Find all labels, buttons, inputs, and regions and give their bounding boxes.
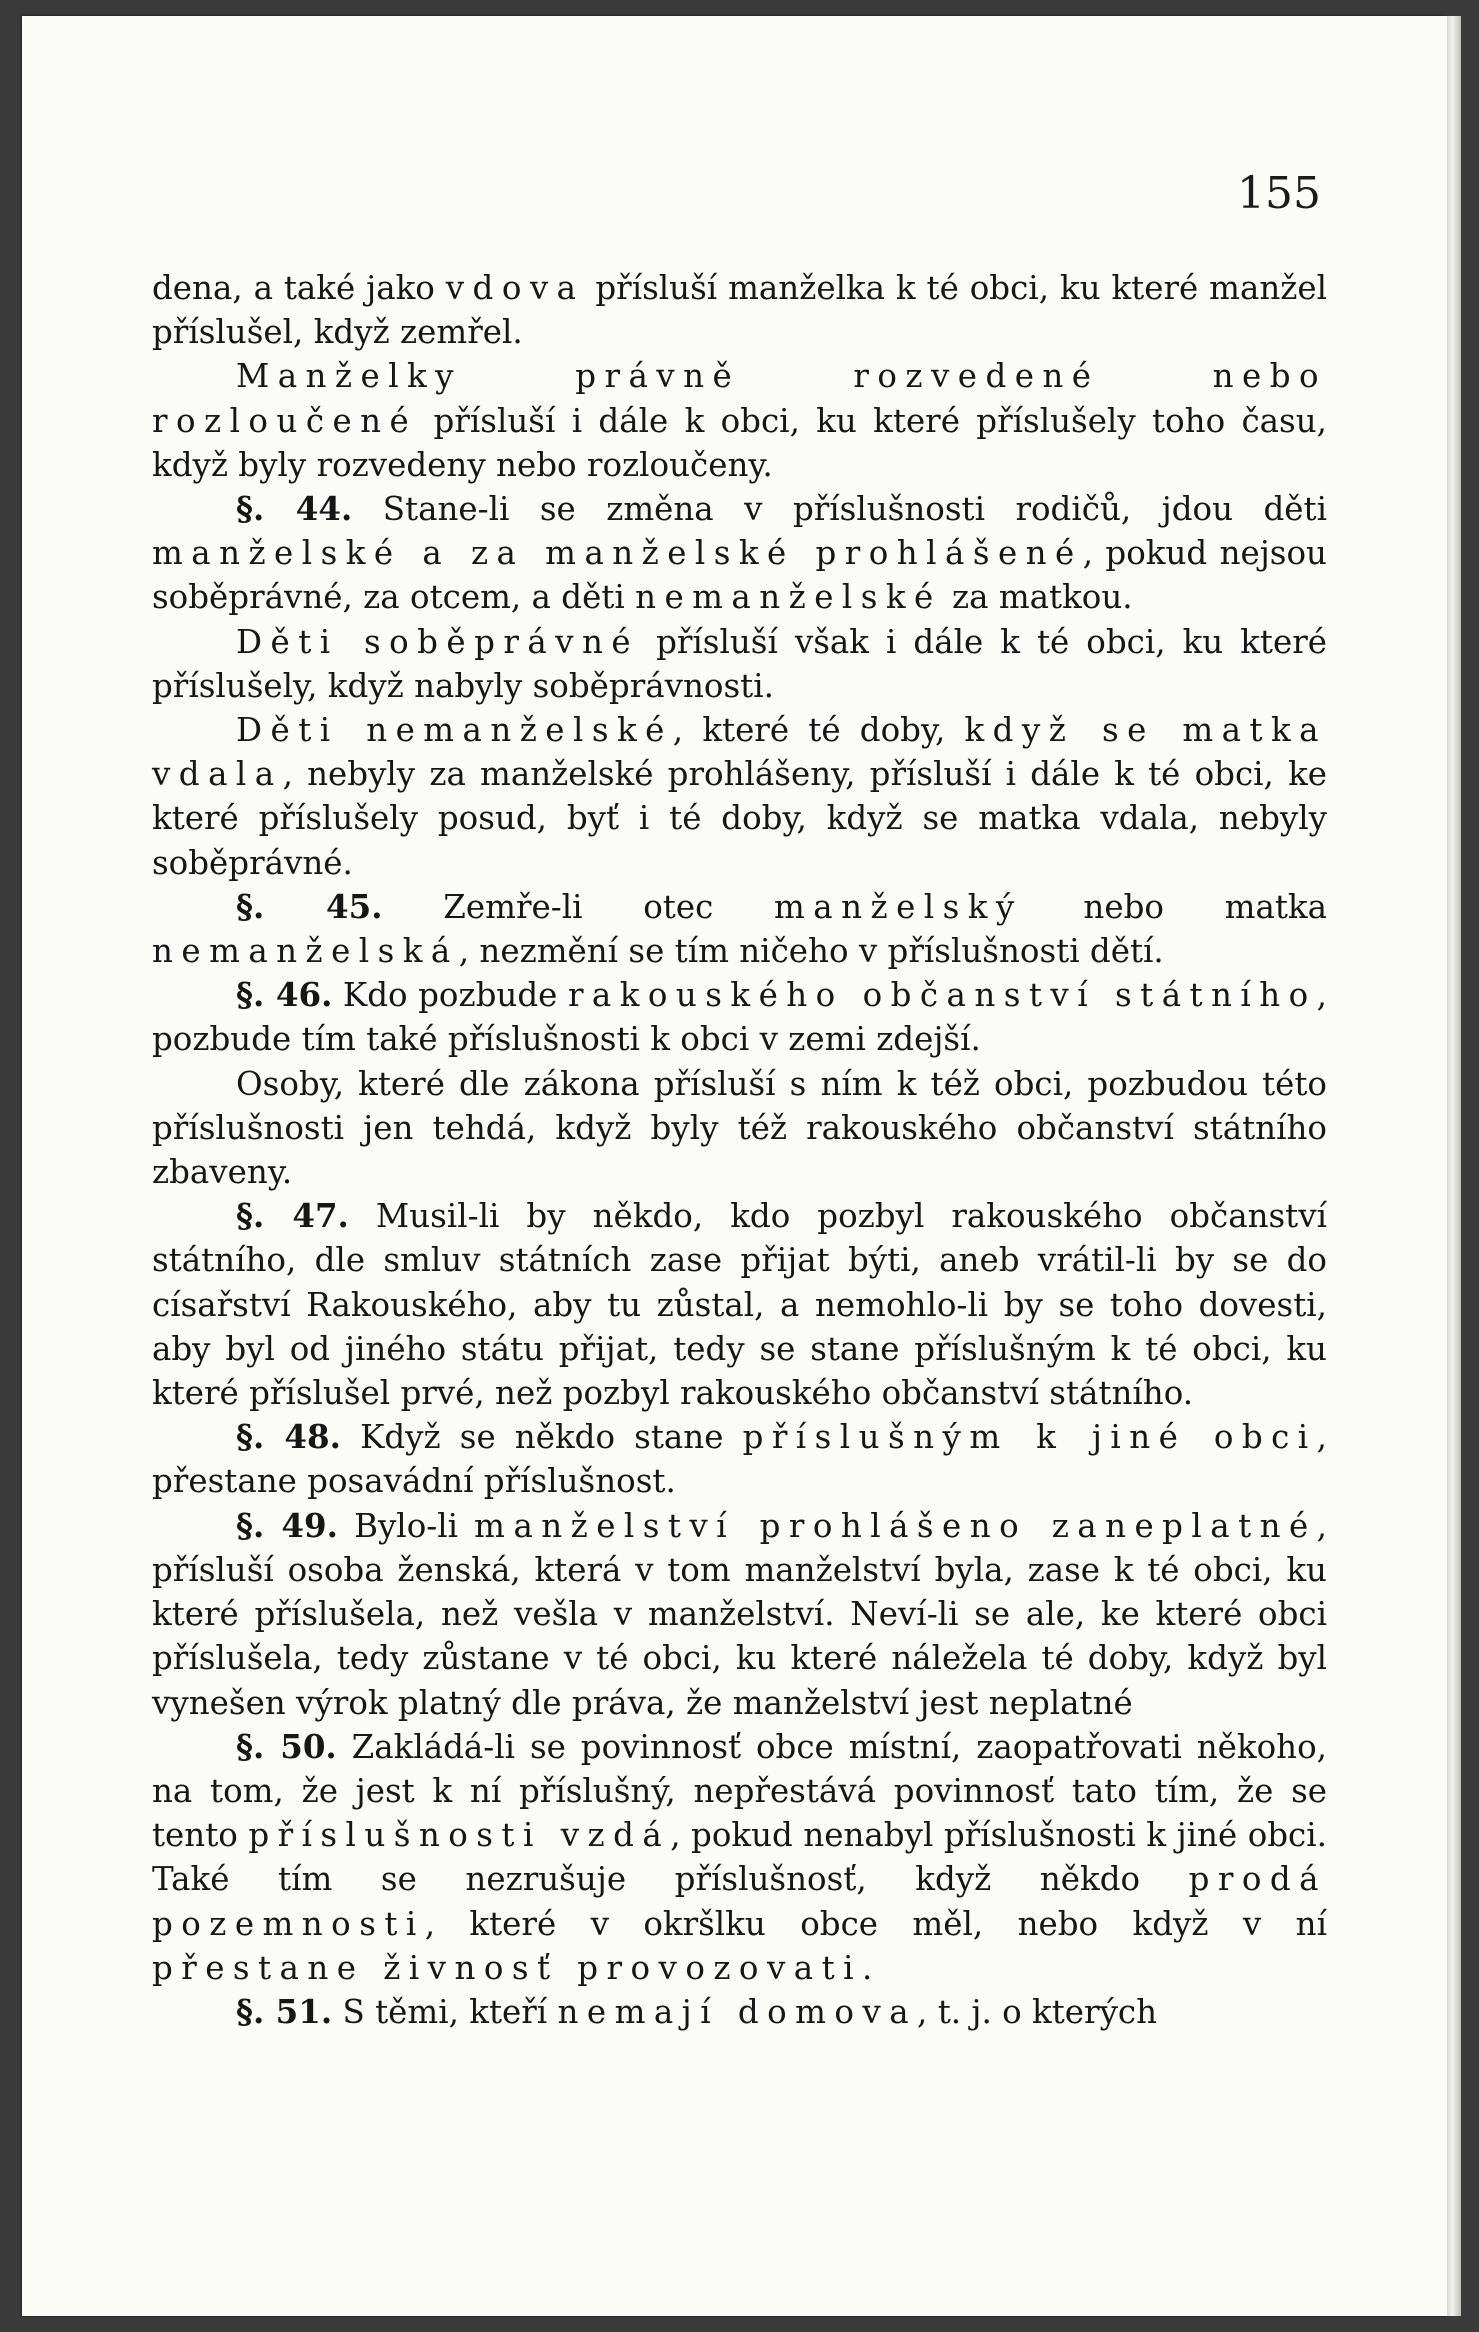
text-run: Zakládá-li se povinnosť obce místní, zaopatřovati někoho, na tom, že jest k ní příslušný, nepřestává povinnosť tato tím, že se tento: [152, 1727, 1327, 1855]
text-run: , přestane posavádní příslušnost.: [152, 1418, 1327, 1501]
paragraph: [152, 487, 1327, 620]
section-number: §. 49.: [236, 1505, 338, 1545]
text-run: přísluší manželka k té obci, ku které manžel příslušel, když zemřel.: [152, 269, 1327, 352]
text-run: Bylo-li: [337, 1506, 475, 1545]
paragraph: [152, 885, 1327, 973]
paragraph: [152, 1415, 1327, 1503]
spaced-emphasis: vdova: [445, 269, 585, 307]
paragraph: [152, 620, 1327, 708]
section-number: §. 45.: [236, 886, 383, 926]
text-run: , pozbude tím také příslušnosti k obci v zemi zdejší.: [152, 976, 1327, 1059]
spaced-emphasis: nemanželské: [635, 578, 942, 617]
spaced-emphasis: když se matka vdala: [152, 711, 1327, 794]
paragraph: [152, 266, 1327, 354]
spaced-emphasis: manželství prohlášeno zaneplatné: [474, 1506, 1317, 1545]
spaced-emphasis: manželský: [774, 887, 1023, 926]
text-run: Když se někdo stane: [340, 1418, 743, 1457]
section-number: §. 47.: [236, 1196, 349, 1236]
paragraph: [152, 354, 1327, 487]
section-number: §. 51.: [236, 1991, 333, 2031]
text-run: Kdo pozbude: [332, 976, 568, 1015]
book-page: [22, 16, 1447, 2316]
paragraph: [152, 1990, 1327, 2034]
text-run: nebo matka: [1022, 887, 1328, 926]
section-number: §. 44.: [236, 489, 353, 529]
text-run: , pokud nenabyl příslušnosti k jiné obci. Také tím se nezrušuje příslušnosť, když někdo: [152, 1816, 1327, 1899]
section-number: §. 46.: [236, 975, 333, 1015]
text-run: .: [861, 1948, 873, 1987]
spaced-emphasis: prodá pozemnosti: [152, 1860, 1327, 1943]
text-run: přísluší i dále k obci, ku které příslušely toho času, když byly rozvedeny nebo rozloučeny.: [152, 401, 1327, 484]
text-run: , nezmění se tím ničeho v příslušnosti dětí.: [458, 932, 1164, 971]
spaced-emphasis: příslušnosti vzdá: [248, 1816, 671, 1855]
text-run: , pokud nejsou soběprávné, za otcem, a děti: [152, 534, 1327, 617]
paragraph: [152, 708, 1327, 885]
text-run: , které v okršlku obce měl, nebo když v ní: [424, 1904, 1327, 1943]
spaced-emphasis: nemají domova: [557, 1992, 918, 2031]
spaced-emphasis: Děti nemanželské: [236, 711, 673, 750]
spaced-emphasis: manželské a za manželské prohlášené: [152, 534, 1083, 573]
text-run: , t. j. o kterých: [917, 1992, 1158, 2031]
text-run: Osoby, které dle zákona přísluší s ním k též obci, pozbudou této příslušnosti jen tehdá, když byly též rakouského občanství státního zbaveny.: [152, 1064, 1327, 1192]
spaced-emphasis: Děti soběprávné: [236, 622, 640, 661]
text-run: , nebyly za manželské prohlášeny, přísluší i dále k té obci, ke které příslušely posud, byť i té doby, když se matka vdala, nebyly soběprávné.: [152, 755, 1327, 882]
spaced-emphasis: příslušným k jiné obci: [742, 1418, 1317, 1457]
paragraph: [152, 973, 1327, 1061]
text-run: za matkou.: [941, 578, 1133, 617]
text-run: Musil-li by někdo, kdo pozbyl rakouského občanství státního, dle smluv státních zase přijat býti, aneb vrátil-li by se do císařství Rakouského, aby tu zůstal, a nemohlo-li by se toho dovesti, aby byl od jiného státu přijat, tedy se stane příslušným k té obci, ku které příslušel prvé, než pozbyl rakouského občanství státního.: [152, 1197, 1327, 1413]
text-run: , které té doby,: [672, 711, 965, 750]
page-edge-shadow: [1447, 16, 1461, 2316]
section-number: §. 48.: [236, 1417, 341, 1457]
paragraph: [152, 1725, 1327, 1990]
section-number: §. 50.: [236, 1726, 337, 1766]
paragraph: [152, 1062, 1327, 1195]
text-run: S těmi, kteří: [332, 1992, 558, 2031]
text-run: Stane-li se změna v příslušnosti rodičů, jdou děti: [352, 490, 1327, 529]
body-text: [152, 266, 1327, 2034]
text-run: Zemře-li otec: [382, 887, 775, 926]
spaced-emphasis: nemanželská: [152, 932, 459, 971]
text-run: , přísluší osoba ženská, která v tom manželství byla, zase k té obci, ku které příslušela, než vešla v manželství. Neví-li se ale, ke které obci příslušela, tedy zůstane v té obci, ku které náležela té doby, když byl vynešen výrok platný dle práva, že manželství jest neplatné: [152, 1506, 1327, 1722]
paragraph: [152, 1194, 1327, 1415]
spaced-emphasis: Manželky právně rozvedené nebo rozloučené: [152, 357, 1327, 440]
page-number: 155: [1237, 168, 1321, 219]
text-run: přísluší však i dále k té obci, ku které příslušely, když nabyly soběprávnosti.: [152, 622, 1327, 705]
paragraph: [152, 1504, 1327, 1725]
spaced-emphasis: rakouského občanství státního: [567, 976, 1317, 1015]
spaced-emphasis: přestane živnosť provozovati: [152, 1948, 862, 1987]
text-run: dena, a také jako: [152, 269, 446, 307]
